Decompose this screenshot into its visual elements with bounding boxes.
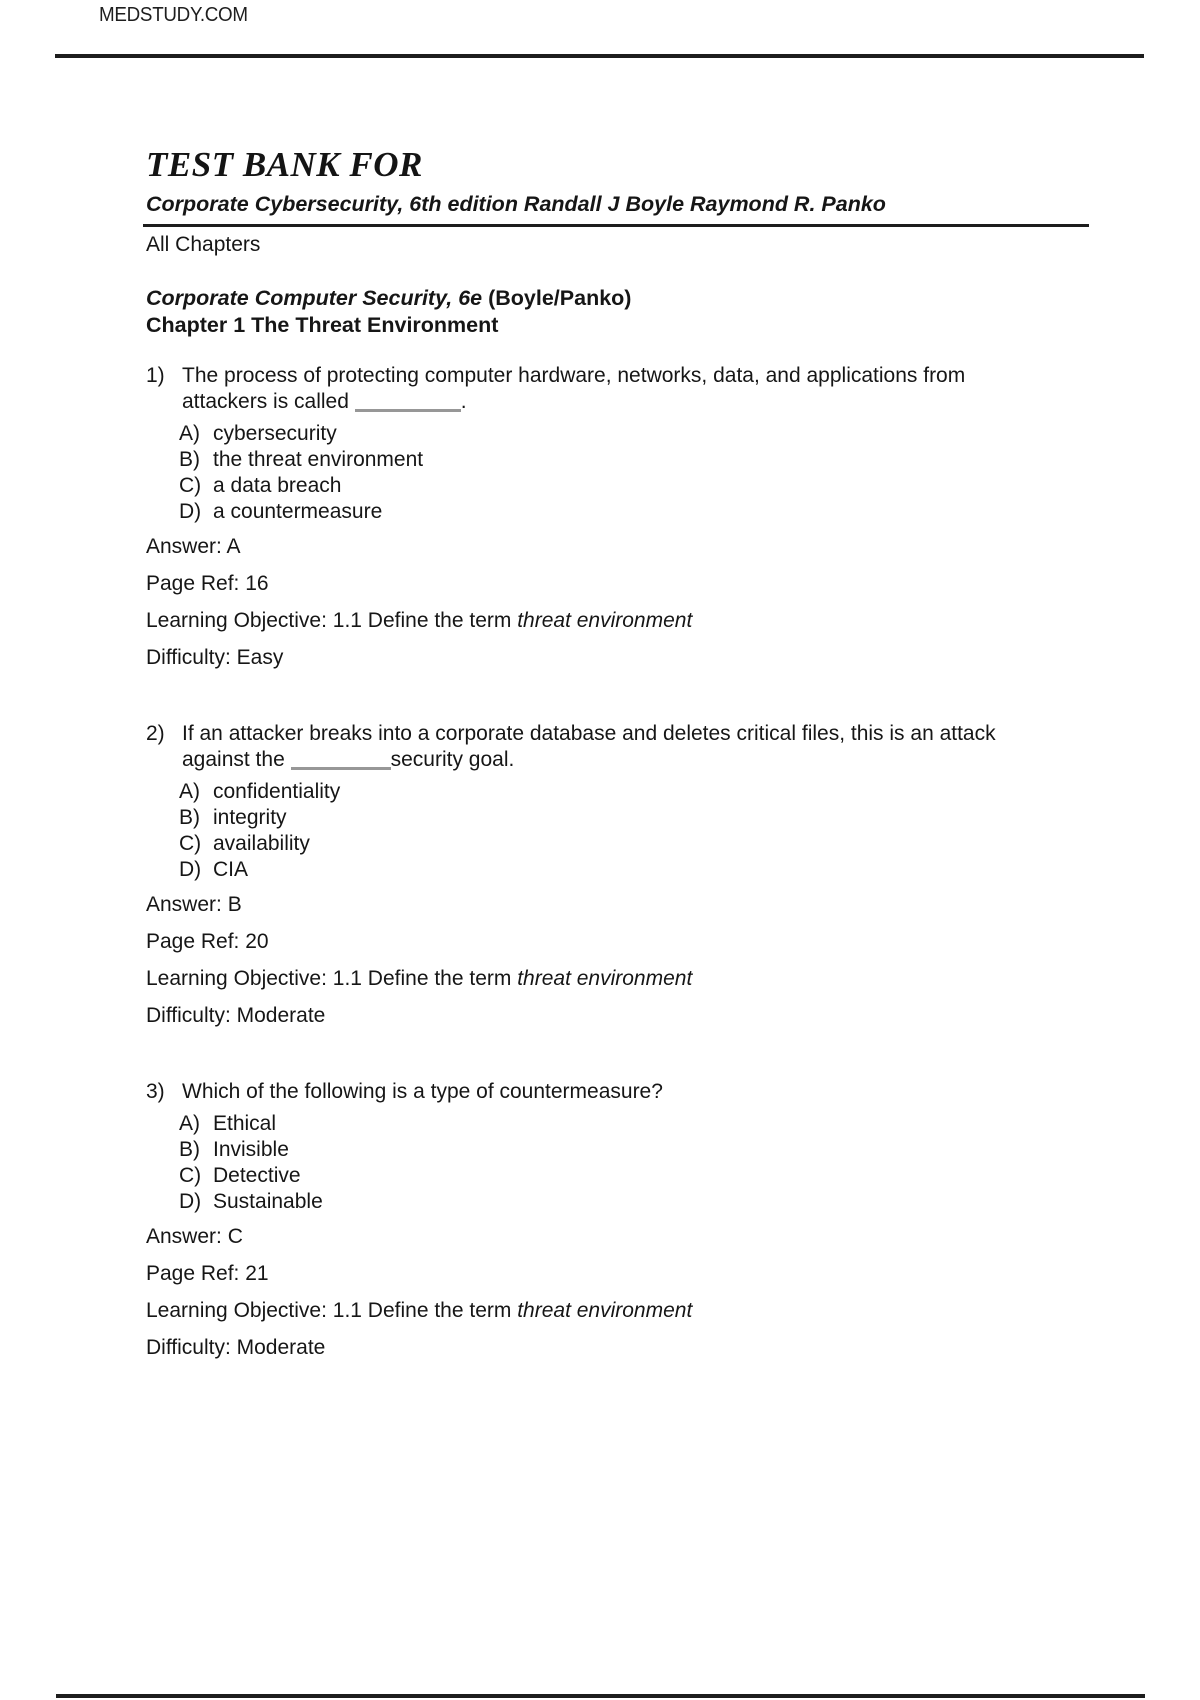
page-ref-label: Page Ref: 16 (146, 572, 269, 595)
top-divider-rule (55, 54, 1144, 58)
question-text-before: Which of the following is a type of countermeasure? (182, 1080, 663, 1103)
learning-objective-label (146, 608, 1096, 634)
question-line (146, 1079, 1096, 1105)
page-ref-label: Page Ref: 20 (146, 930, 269, 953)
answer-label: Answer: B (146, 893, 242, 916)
option-letter: A) (179, 780, 200, 803)
option-letter: D) (179, 1190, 202, 1213)
question-text (182, 363, 1030, 415)
answer-blank (291, 766, 391, 770)
option-letter: A) (179, 1112, 200, 1135)
option-letter: D) (179, 500, 202, 523)
question-number: 2) (146, 722, 165, 745)
question-line (146, 721, 1096, 773)
option-row (179, 805, 1096, 831)
option-row (179, 447, 1096, 473)
testbank-subtitle: Corporate Cybersecurity, 6th edition Randall J Boyle Raymond R. Panko (143, 192, 1089, 227)
testbank-title: TEST BANK FOR (146, 145, 423, 184)
chapter-title: Chapter 1 The Threat Environment (146, 313, 499, 337)
difficulty-label: Difficulty: Easy (146, 646, 284, 669)
option-letter: B) (179, 806, 200, 829)
question-line (146, 363, 1096, 415)
learning-objective-label (146, 966, 1096, 992)
question-text-before: The process of protecting computer hardware, networks, data, and applications from attackers is called (182, 364, 966, 413)
option-text: Invisible (213, 1138, 289, 1161)
question-text (182, 721, 1030, 773)
option-row (179, 1137, 1096, 1163)
difficulty-label: Difficulty: Moderate (146, 1004, 326, 1027)
option-text: availability (213, 832, 310, 855)
option-text: a data breach (213, 474, 342, 497)
learning-objective-term: threat environment (517, 1299, 693, 1322)
learning-objective-prefix: Learning Objective: 1.1 Define the term (146, 1299, 518, 1322)
book-title-italic: Corporate Computer Security, 6e (146, 286, 483, 310)
question-text-after: security goal. (390, 748, 515, 771)
options-list (179, 421, 1096, 525)
bottom-divider-rule (56, 1694, 1145, 1698)
option-text: CIA (213, 858, 249, 881)
option-row (179, 779, 1096, 805)
all-chapters-label: All Chapters (146, 233, 261, 256)
option-text: Detective (213, 1164, 301, 1187)
options-list (179, 1111, 1096, 1215)
options-list (179, 779, 1096, 883)
option-letter: C) (179, 1164, 202, 1187)
option-row (179, 473, 1096, 499)
book-title (146, 285, 1096, 312)
question-item-1 (146, 363, 1096, 671)
learning-objective-term: threat environment (517, 967, 693, 990)
option-letter: C) (179, 474, 202, 497)
answer-label: Answer: C (146, 1225, 243, 1248)
answer-blank (355, 408, 461, 412)
option-letter: C) (179, 832, 202, 855)
option-row (179, 1189, 1096, 1215)
option-row (179, 831, 1096, 857)
site-header-label: MEDSTUDY.COM (99, 4, 248, 26)
question-text (182, 1079, 663, 1105)
option-text: a countermeasure (213, 500, 383, 523)
option-letter: B) (179, 1138, 200, 1161)
answer-label: Answer: A (146, 535, 241, 558)
book-title-authors: (Boyle/Panko) (482, 286, 632, 310)
learning-objective-label (146, 1298, 1096, 1324)
option-row (179, 857, 1096, 883)
option-text: Ethical (213, 1112, 277, 1135)
document-content (146, 145, 1096, 1361)
option-row (179, 421, 1096, 447)
learning-objective-term: threat environment (517, 609, 693, 632)
question-number: 1) (146, 364, 165, 387)
option-text: integrity (213, 806, 287, 829)
question-text-after: . (460, 390, 467, 413)
option-letter: D) (179, 858, 202, 881)
learning-objective-prefix: Learning Objective: 1.1 Define the term (146, 609, 518, 632)
difficulty-label: Difficulty: Moderate (146, 1336, 326, 1359)
question-item-2 (146, 721, 1096, 1029)
book-heading (146, 285, 1096, 339)
question-number: 3) (146, 1080, 165, 1103)
page-ref-label: Page Ref: 21 (146, 1262, 269, 1285)
option-text: cybersecurity (213, 422, 337, 445)
learning-objective-prefix: Learning Objective: 1.1 Define the term (146, 967, 518, 990)
option-text: Sustainable (213, 1190, 323, 1213)
question-item-3 (146, 1079, 1096, 1361)
option-text: the threat environment (213, 448, 424, 471)
option-text: confidentiality (213, 780, 341, 803)
question-text-before: If an attacker breaks into a corporate database and deletes critical files, this is an attack against the (182, 722, 996, 771)
option-row (179, 1111, 1096, 1137)
option-letter: B) (179, 448, 200, 471)
option-letter: A) (179, 422, 200, 445)
option-row (179, 499, 1096, 525)
option-row (179, 1163, 1096, 1189)
